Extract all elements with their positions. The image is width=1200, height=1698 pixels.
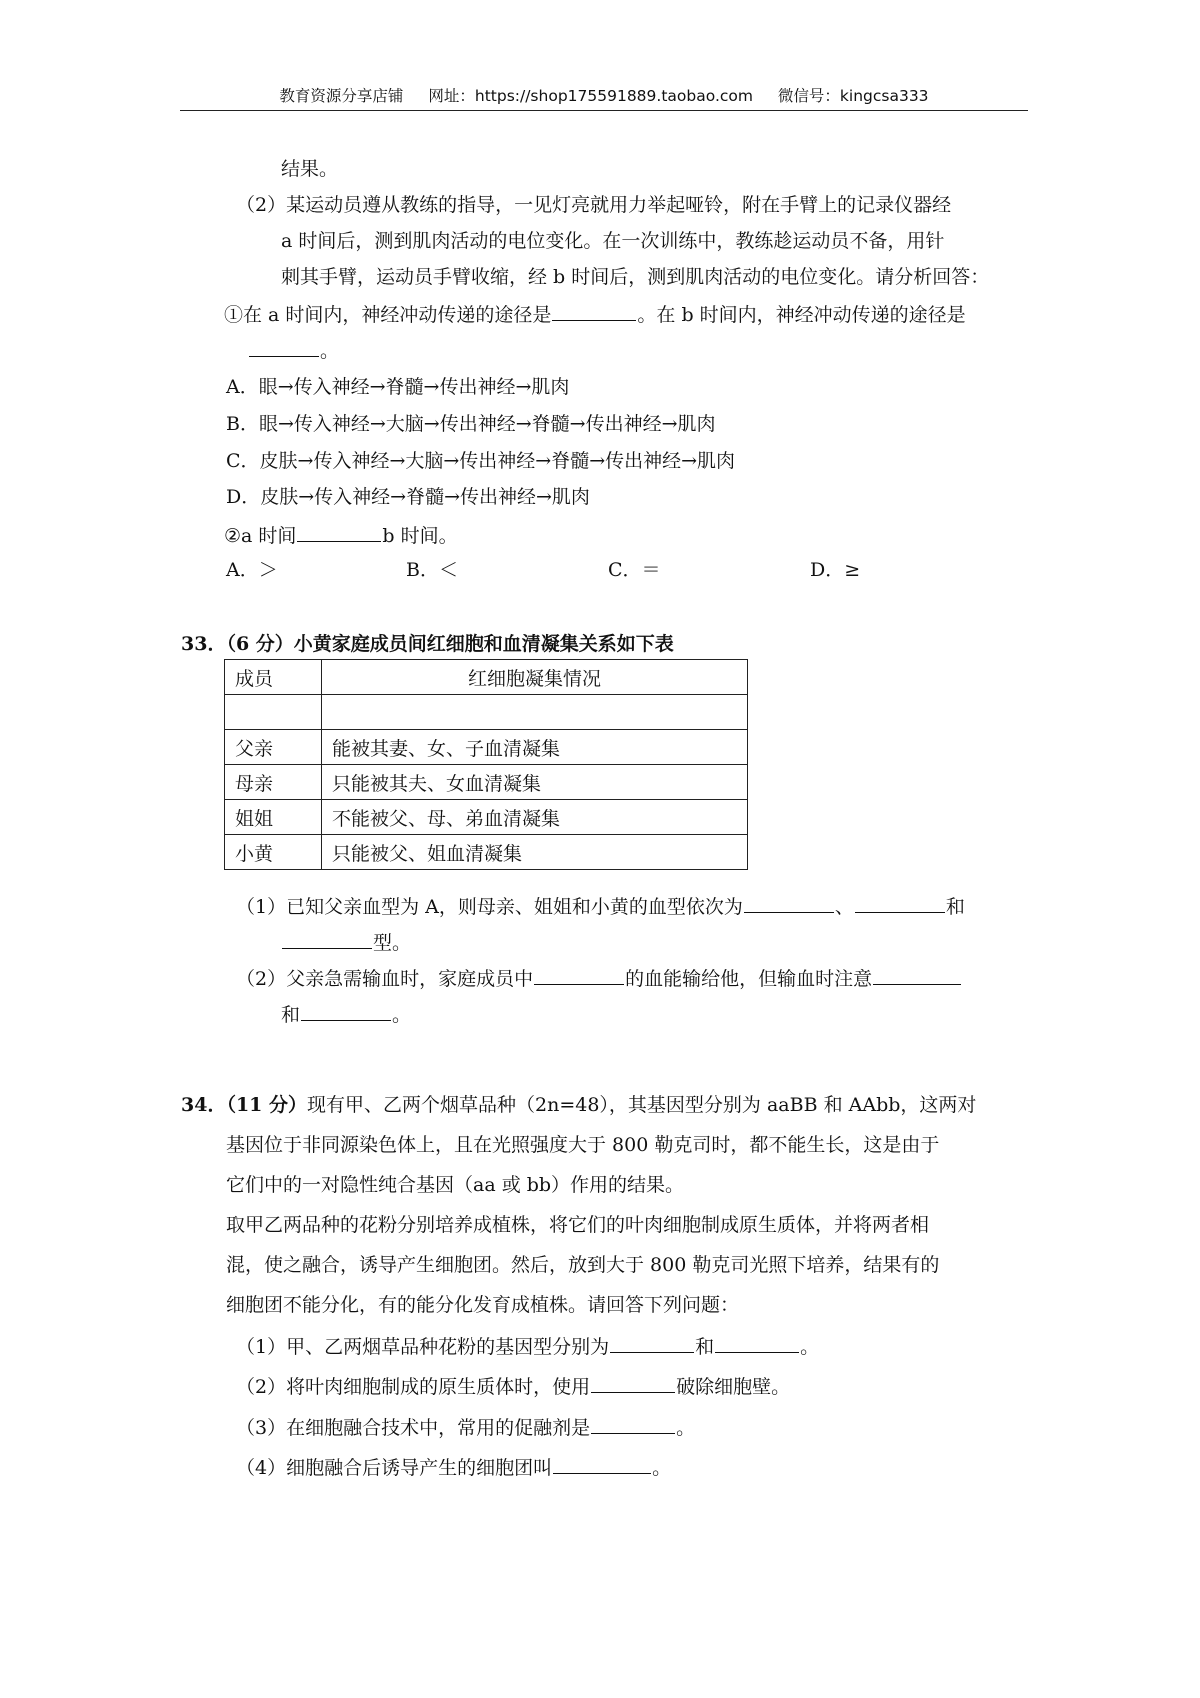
answer-blank[interactable] (591, 1372, 675, 1393)
q33-part1-line2 (281, 928, 411, 956)
header-shop: 教育资源分享店铺 (279, 87, 404, 105)
q34-part2-end: 破除细胞壁。 (676, 1376, 791, 1398)
q34-part3-text: （3）在细胞融合技术中，常用的促融剂是 (236, 1417, 591, 1439)
answer-blank[interactable] (855, 892, 945, 913)
table-row (225, 730, 748, 765)
table-cell: 姐姐 (225, 800, 322, 835)
q34-line2: 基因位于非同源染色体上，且在光照强度大于 800 勒克司时，都不能生长，这是由于 (226, 1134, 940, 1156)
q32-compare-d: D．≥ (810, 559, 861, 581)
q34-part2-text: （2）将叶肉细胞制成的原生质体时，使用 (236, 1376, 591, 1398)
table-cell: 小黄 (225, 835, 322, 870)
table-header-row (225, 660, 748, 695)
q34-part1-text: （1）甲、乙两烟草品种花粉的基因型分别为 (236, 1336, 610, 1358)
q33-part1-and: 和 (945, 896, 965, 918)
q34-line4: 取甲乙两品种的花粉分别培养成植株，将它们的叶肉细胞制成原生质体，并将两者相 (226, 1214, 930, 1236)
q33-part2-line1 (236, 964, 962, 992)
table-row (225, 765, 748, 800)
q32-part2-line1: （2）某运动员遵从教练的指导，一见灯亮就用力举起哑铃，附在手臂上的记录仪器经 (236, 194, 952, 216)
q33-part2-text-b: 的血能输给他，但输血时注意 (625, 968, 873, 990)
header-website: 网址：https://shop175591889.taobao.com (428, 87, 753, 105)
answer-blank[interactable] (534, 964, 624, 985)
blood-agglutination-table (224, 659, 748, 870)
q34-part3 (236, 1413, 695, 1441)
q33-part1-sep: 、 (834, 896, 854, 918)
table-header-cell: 成员 (225, 660, 322, 695)
q34-line1-text: 现有甲、乙两个烟草品种（2n=48），其基因型分别为 aaBB 和 AAbb，这两对 (307, 1094, 977, 1116)
q32-sub2-text-b: b 时间。 (382, 525, 458, 547)
q32-option-c: C．皮肤→传入神经→大脑→传出神经→脊髓→传出神经→肌肉 (226, 450, 736, 472)
table-cell (322, 695, 748, 730)
answer-blank[interactable] (591, 1413, 675, 1434)
table-cell: 能被其妻、女、子血清凝集 (322, 730, 748, 765)
q34-part1-end: 。 (800, 1336, 820, 1358)
q34-number: 34．（11 分） (181, 1094, 307, 1116)
table-cell: 只能被其夫、女血清凝集 (322, 765, 748, 800)
answer-blank[interactable] (282, 928, 372, 949)
q32-sub1-text-b: 。在 b 时间内，神经冲动传递的途径是 (637, 304, 966, 326)
q34-part4-end: 。 (652, 1457, 672, 1479)
page-header (180, 84, 1028, 106)
q34-part2 (236, 1372, 790, 1400)
q32-part2-line3: 刺其手臂，运动员手臂收缩，经 b 时间后，测到肌肉活动的电位变化。请分析回答： (281, 266, 990, 288)
q32-sub2 (224, 521, 458, 549)
answer-blank[interactable] (610, 1332, 694, 1353)
q32-sub1-text-c: 。 (320, 340, 340, 362)
q32-option-b: B．眼→传入神经→大脑→传出神经→脊髓→传出神经→肌肉 (226, 413, 716, 435)
q33-part2-line2 (281, 1000, 411, 1028)
answer-blank[interactable] (873, 964, 961, 985)
q32-part2-line2: a 时间后，测到肌肉活动的电位变化。在一次训练中，教练趁运动员不备，用针 (281, 230, 945, 252)
q32-compare-c: C．＝ (608, 559, 661, 581)
table-cell: 只能被父、姐血清凝集 (322, 835, 748, 870)
q32-compare-a: A．＞ (226, 559, 278, 581)
answer-blank[interactable] (553, 1453, 651, 1474)
q34-line6: 细胞团不能分化，有的能分化发育成植株。请回答下列问题： (226, 1294, 740, 1316)
table-cell: 父亲 (225, 730, 322, 765)
answer-blank[interactable] (297, 521, 381, 542)
q34-line1 (181, 1092, 976, 1118)
q34-part1 (236, 1332, 819, 1360)
q32-compare-b: B．＜ (406, 559, 458, 581)
table-cell: 母亲 (225, 765, 322, 800)
q33-title: 33．（6 分）小黄家庭成员间红细胞和血清凝集关系如下表 (181, 633, 674, 655)
q34-line5: 混，使之融合，诱导产生细胞团。然后，放到大于 800 勒克司光照下培养，结果有的 (226, 1254, 940, 1276)
table-cell (225, 695, 322, 730)
q33-part2-and: 和 (281, 1004, 301, 1026)
q34-part4-text: （4）细胞融合后诱导产生的细胞团叫 (236, 1457, 553, 1479)
answer-blank[interactable] (715, 1332, 799, 1353)
answer-blank[interactable] (744, 892, 834, 913)
q33-part2-text-a: （2）父亲急需输血时，家庭成员中 (236, 968, 534, 990)
q32-sub2-text-a: ②a 时间 (224, 525, 297, 547)
header-wechat: 微信号：kingcsa333 (777, 87, 929, 105)
header-divider (180, 110, 1028, 111)
q32-sub1-line1 (224, 300, 966, 328)
q33-part1-text: （1）已知父亲血型为 A，则母亲、姐姐和小黄的血型依次为 (236, 896, 743, 918)
q32-option-d: D．皮肤→传入神经→脊髓→传出神经→肌肉 (226, 486, 590, 508)
table-row (225, 800, 748, 835)
q34-part4 (236, 1453, 671, 1481)
q32-option-a: A．眼→传入神经→脊髓→传出神经→肌肉 (226, 376, 570, 398)
q33-part2-end: 。 (392, 1004, 412, 1026)
table-row (225, 835, 748, 870)
table-row (225, 695, 748, 730)
answer-blank[interactable] (301, 1000, 391, 1021)
q33-part1-end: 型。 (373, 932, 412, 954)
q34-part3-end: 。 (676, 1417, 696, 1439)
q32-sub1-line2 (248, 336, 339, 364)
q34-line3: 它们中的一对隐性纯合基因（aa 或 bb）作用的结果。 (226, 1174, 685, 1196)
answer-blank[interactable] (249, 336, 319, 357)
q32-tail: 结果。 (281, 158, 339, 180)
answer-blank[interactable] (552, 300, 636, 321)
table-header-cell: 红细胞凝集情况 (322, 660, 748, 695)
q33-part1-line1 (236, 892, 965, 920)
q34-part1-and: 和 (695, 1336, 715, 1358)
table-cell: 不能被父、母、弟血清凝集 (322, 800, 748, 835)
q32-sub1-text-a: ①在 a 时间内，神经冲动传递的途径是 (224, 304, 552, 326)
